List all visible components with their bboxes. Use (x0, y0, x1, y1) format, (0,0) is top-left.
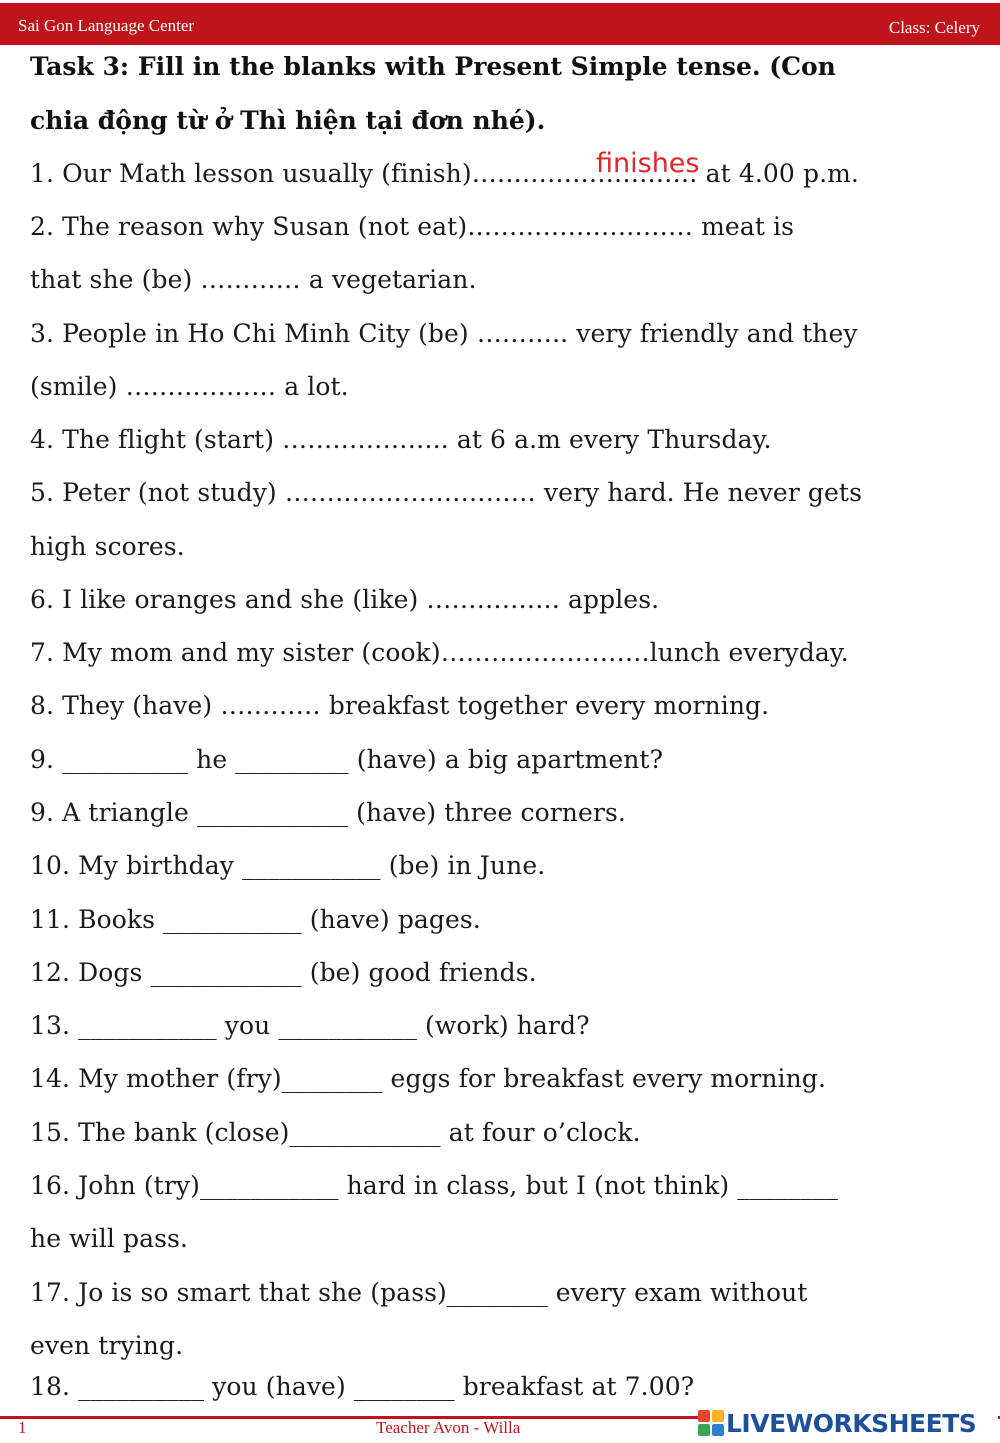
task-title-line-1: Task 3: Fill in the blanks with Present Simple tense. (Con (30, 52, 836, 81)
exercise-line-8: 8. They (have) ………… breakfast together every morning. (30, 691, 770, 720)
exercise-line-4: 4. The flight (start) ……………….. at 6 a.m every Thursday. (30, 425, 772, 454)
exercise-line-13: 13. ___________ you ___________ (work) hard? (30, 1011, 590, 1040)
exercise-line-5: 5. Peter (not study) ………………………… very hard. He never gets (30, 478, 863, 507)
answer-input-q1[interactable] (596, 146, 736, 180)
liveworksheets-brand[interactable] (698, 1407, 998, 1439)
class-name: Class: Celery (888, 18, 980, 37)
exercise-line-5-cont: high scores. (30, 532, 185, 561)
page-number: 1 (18, 1418, 27, 1437)
header-bar (0, 3, 1000, 45)
exercise-line-2-cont: that she (be) ………… a vegetarian. (30, 265, 477, 294)
brand-text: LIVEWORKSHEETS (726, 1408, 977, 1438)
school-name: Sai Gon Language Center (18, 16, 195, 35)
teacher-name: Teacher Avon - Willa (376, 1418, 521, 1437)
exercise-line-2: 2. The reason why Susan (not eat)……………………… meat is (30, 212, 795, 241)
exercise-line-17: 17. Jo is so smart that she (pass)________ every exam without (30, 1278, 808, 1307)
exercise-line-15: 15. The bank (close)____________ at four o’clock. (30, 1118, 641, 1147)
exercise-line-14: 14. My mother (fry)________ eggs for breakfast every morning. (30, 1064, 827, 1093)
exercise-line-10: 10. My birthday ___________ (be) in June. (30, 851, 546, 880)
exercise-line-6: 6. I like oranges and she (like) ……………. apples. (30, 585, 660, 614)
exercise-line-7: 7. My mom and my sister (cook)…………………….lunch everyday. (30, 638, 849, 667)
exercise-line-16: 16. John (try)___________ hard in class, but I (not think) ________ (30, 1171, 839, 1200)
task-title-line-2: chia động từ ở Thì hiện tại đơn nhé). (30, 106, 546, 135)
exercise-line-9a: 9. __________ he _________ (have) a big apartment? (30, 745, 664, 774)
exercise-line-12: 12. Dogs ____________ (be) good friends. (30, 958, 537, 987)
exercise-line-18: 18. __________ you (have) ________ breakfast at 7.00? (30, 1372, 695, 1401)
exercise-line-9b: 9. A triangle ____________ (have) three corners. (30, 798, 626, 827)
exercise-line-17-cont: even trying. (30, 1331, 184, 1360)
exercise-line-1: 1. Our Math lesson usually (finish)……………………… at 4.00 p.m. (30, 159, 859, 188)
exercise-line-3-cont: (smile) ……………… a lot. (30, 372, 349, 401)
exercise-line-16-cont: he will pass. (30, 1224, 188, 1253)
liveworksheets-logo-icon (698, 1410, 724, 1436)
exercise-line-3: 3. People in Ho Chi Minh City (be) ……….. very friendly and they (30, 319, 858, 348)
exercise-line-11: 11. Books ___________ (have) pages. (30, 905, 481, 934)
